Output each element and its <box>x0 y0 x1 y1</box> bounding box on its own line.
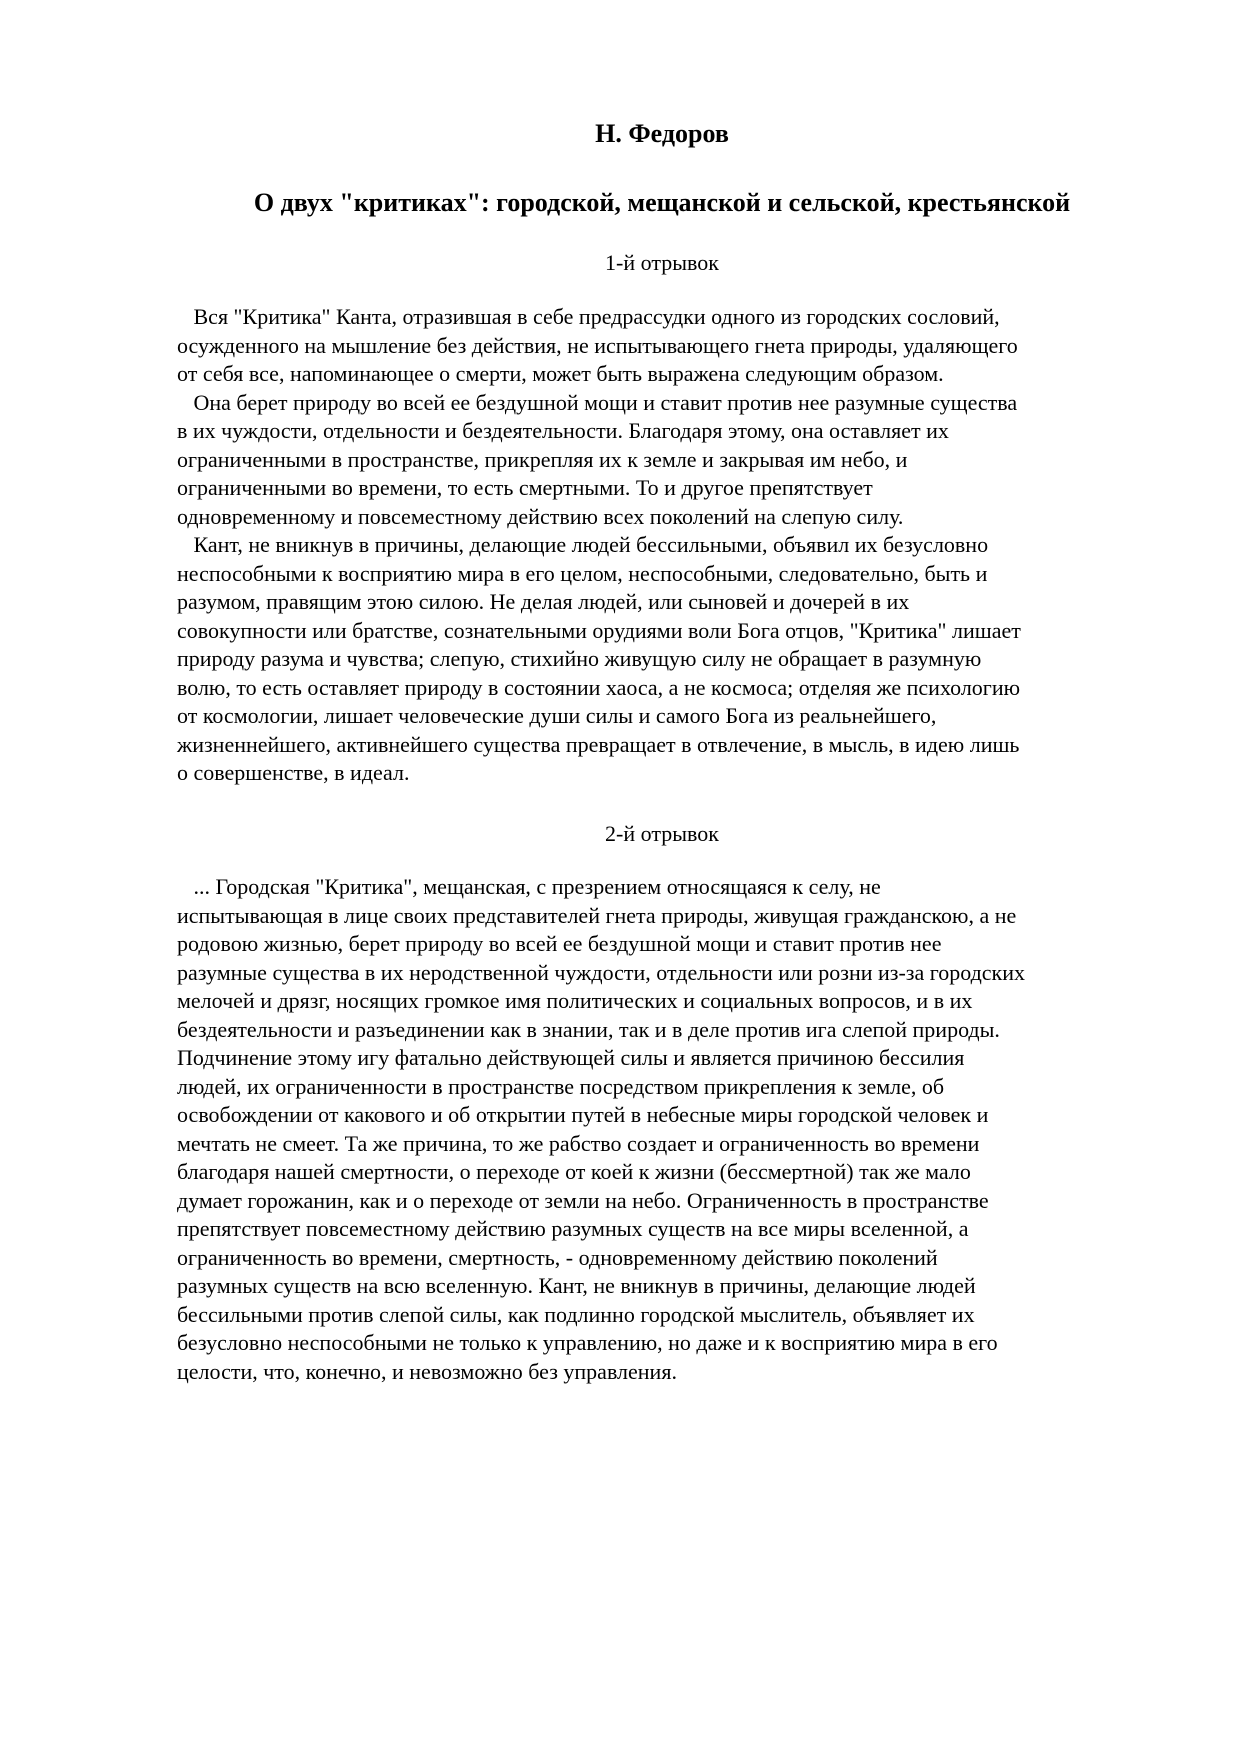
text-line: Она берет природу во всей ее бездушной мощи и ставит против нее разумные существа <box>177 389 1018 415</box>
text-line: волю, то есть оставляет природу в состоянии хаоса, а не космоса; отделяя же психологию <box>177 674 1021 700</box>
text-line: о совершенстве, в идеал. <box>177 760 410 785</box>
section-heading-2: 2-й отрывок <box>605 821 719 846</box>
text-line: целости, что, конечно, и невозможно без управления. <box>177 1358 677 1384</box>
text-line: препятствует повсеместному действию разумных существ на все миры вселенной, а <box>177 1216 969 1241</box>
text-line: безусловно неспособными не только к управлению, но даже и к восприятию мира в его <box>177 1330 998 1355</box>
text-line: мелочей и дрязг, носящих громкое имя политических и социальных вопросов, и в их <box>177 988 973 1013</box>
text-line: природу разума и чувства; слепую, стихийно живущую силу не обращает в разумную <box>177 646 982 671</box>
document-title: О двух "критиках": городской, мещанской и сельской, крестьянской <box>253 188 1071 217</box>
text-line: мечтать не смеет. Та же причина, то же рабство создает и ограниченность во времени <box>177 1130 980 1156</box>
text-line: разумные существа в их неродственной чуждости, отдельности или розни из-за городских <box>177 959 1026 985</box>
author-name: Н. Федоров <box>595 119 729 148</box>
text-line: испытывающая в лице своих представителей гнета природы, живущая гражданскою, а не <box>177 902 1017 928</box>
text-line: от себя все, напоминающее о смерти, может быть выражена следующим образом. <box>177 361 944 386</box>
text-line: родовою жизнью, берет природу во всей ее бездушной мощи и ставит против нее <box>177 931 942 956</box>
text-line: бессильными против слепой силы, как подлинно городской мыслитель, объявляет их <box>177 1301 975 1327</box>
text-line: Кант, не вникнув в причины, делающие людей бессильными, объявил их безусловно <box>177 532 989 557</box>
text-line: ограниченность во времени, смертность, - одновременному действию поколений <box>177 1244 938 1270</box>
text-line: Подчинение этому игу фатально действующей силы и является причиною бессилия <box>177 1045 965 1070</box>
text-line: освобождении от какового и об открытии путей в небесные миры городской человек и <box>177 1102 989 1127</box>
text-line: неспособными к восприятию мира в его целом, неспособными, следовательно, быть и <box>177 560 988 586</box>
text-line: людей, их ограниченности в пространстве посредством прикрепления к земле, об <box>177 1073 945 1099</box>
text-line: благодаря нашей смертности, о переходе от коей к жизни (бессмертной) так же мало <box>177 1159 971 1184</box>
text-line: ... Городская "Критика", мещанская, с презрением относящаяся к селу, не <box>177 874 881 899</box>
text-line: жизненнейшего, активнейшего существа превращает в отвлечение, в мысль, в идею лишь <box>177 731 1020 757</box>
text-line: от космологии, лишает человеческие души силы и самого Бога из реальнейшего, <box>177 703 937 728</box>
text-line: совокупности или братстве, сознательными орудиями воли Бога отцов, "Критика" лишает <box>177 617 1021 643</box>
text-line: Вся "Критика" Канта, отразившая в себе предрассудки одного из городских сословий, <box>177 304 1000 329</box>
text-line: думает горожанин, как и о переходе от земли на небо. Ограниченность в пространстве <box>177 1187 989 1213</box>
text-line: ограниченными в пространстве, прикрепляя их к земле и закрывая им небо, и <box>177 446 908 472</box>
section-heading-1: 1-й отрывок <box>605 250 719 275</box>
section-text-2 <box>177 873 1152 1386</box>
text-line: бездеятельности и разъединении как в знании, так и в деле против ига слепой природы. <box>177 1016 1000 1042</box>
text-line: разумом, правящим этою силою. Не делая людей, или сыновей и дочерей в их <box>177 589 910 614</box>
text-line: осужденного на мышление без действия, не испытывающего гнета природы, удаляющего <box>177 332 1018 358</box>
text-line: ограниченными во времени, то есть смертными. То и другое препятствует <box>177 475 873 500</box>
text-line: в их чуждости, отдельности и бездеятельности. Благодаря этому, она оставляет их <box>177 418 949 443</box>
text-line: разумных существ на всю вселенную. Кант, не вникнув в причины, делающие людей <box>177 1273 976 1298</box>
text-line: одновременному и повсеместному действию всех поколений на слепую силу. <box>177 503 904 529</box>
section-text-1 <box>177 303 1152 788</box>
